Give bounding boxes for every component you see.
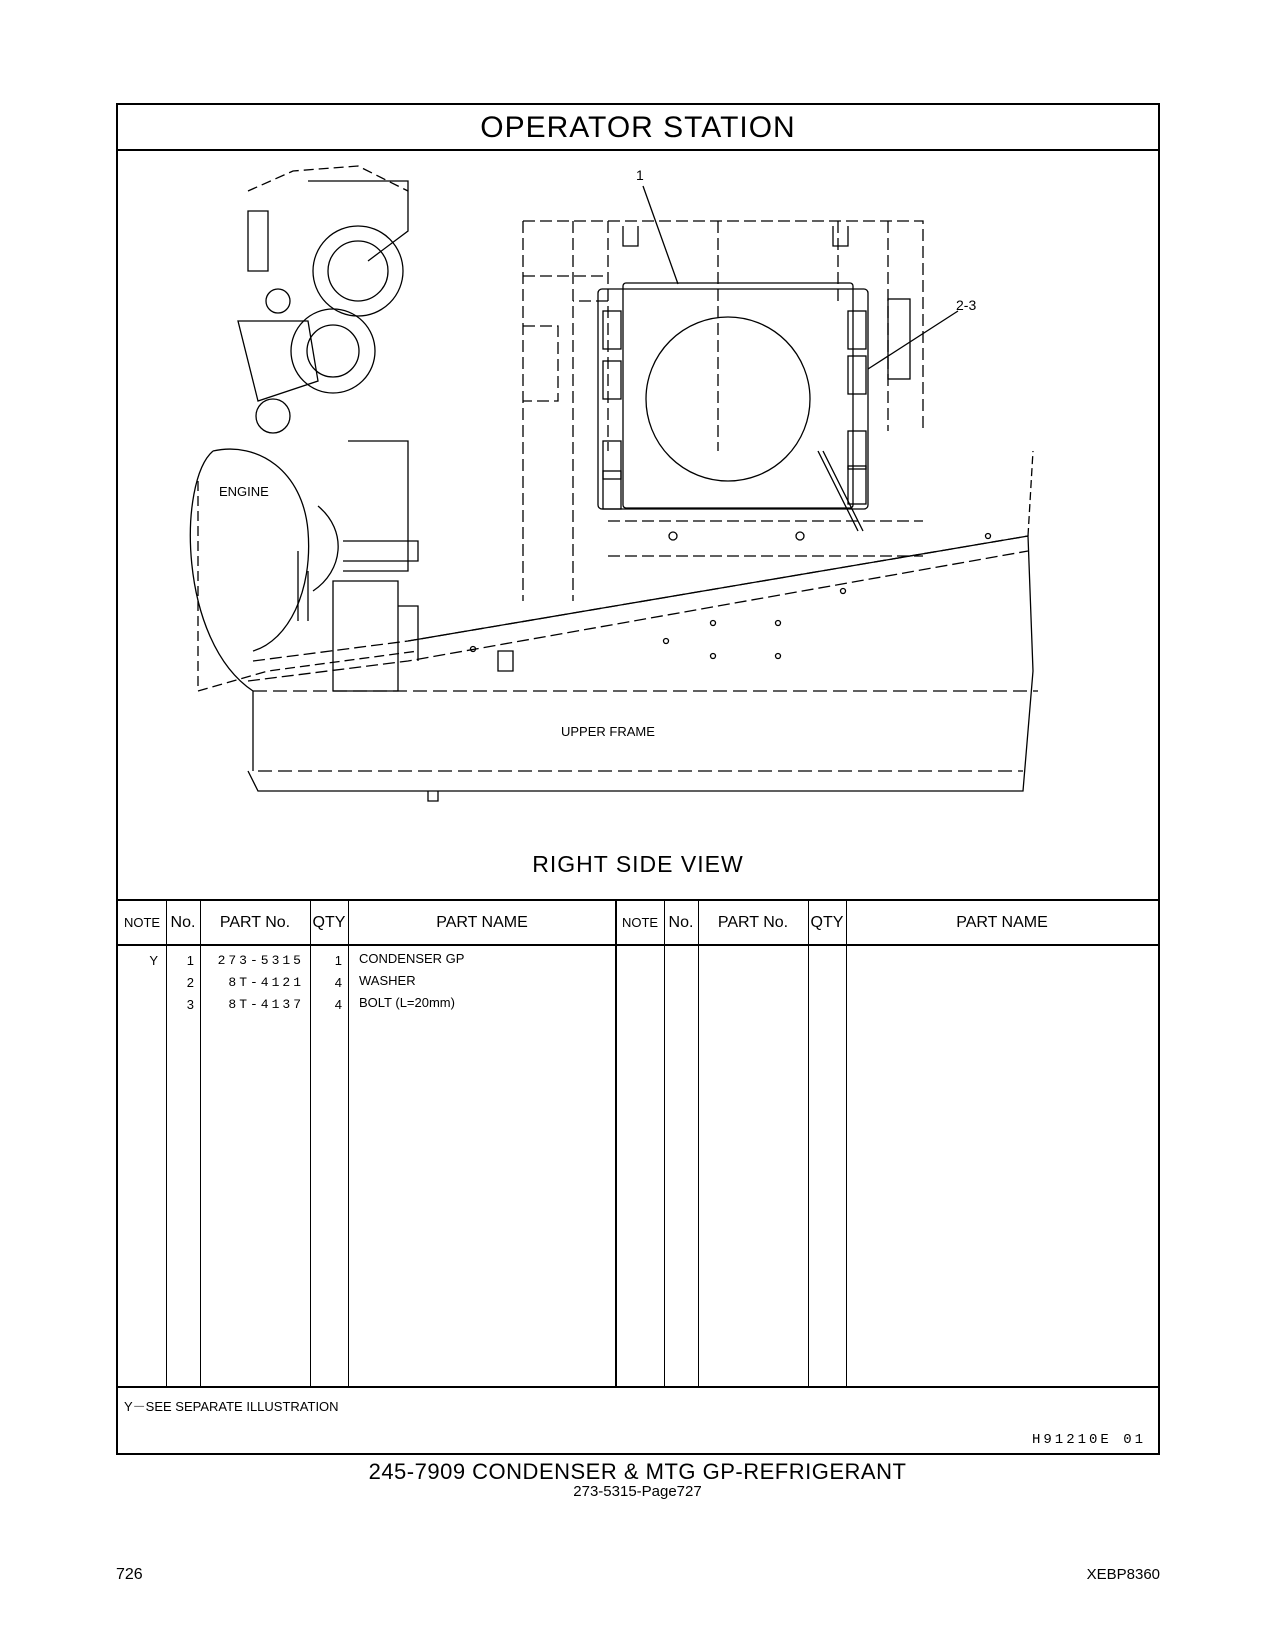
page-title: 245-7909 CONDENSER & MTG GP-REFRIGERANT <box>368 1459 907 1484</box>
header-note-left: NOTE <box>123 915 161 930</box>
column-divider <box>846 901 847 1386</box>
header-qty-left: QTY <box>312 914 346 931</box>
table-footer <box>118 1386 1158 1455</box>
section-header: OPERATOR STATION <box>118 105 1158 151</box>
column-divider <box>166 901 167 1386</box>
page-subtitle: 273-5315-Page727 <box>573 1483 702 1500</box>
parts-table <box>118 899 1158 1386</box>
row-2-part-no: 8T-4121 <box>228 975 304 990</box>
row-1-qty: 1 <box>334 953 342 968</box>
column-divider <box>310 901 311 1386</box>
row-1-part-name: CONDENSER GP <box>359 951 465 966</box>
parts-illustration <box>118 151 1158 899</box>
engine-label: ENGINE <box>219 484 269 499</box>
column-divider <box>615 901 617 1386</box>
row-3-no: 3 <box>186 997 194 1012</box>
callout-2-3: 2-3 <box>956 297 977 313</box>
header-note-right: NOTE <box>621 915 659 930</box>
header-no-right: No. <box>668 914 694 931</box>
row-2-part-name: WASHER <box>359 973 416 988</box>
row-3-part-no: 8T-4137 <box>228 997 304 1012</box>
column-divider <box>664 901 665 1386</box>
header-qty-right: QTY <box>810 914 844 931</box>
page-frame <box>116 103 1160 1455</box>
document-code: XEBP8360 <box>1086 1566 1160 1583</box>
header-part-name-right: PART NAME <box>956 914 1048 931</box>
row-1-no: 1 <box>186 953 194 968</box>
row-1-part-no: 273-5315 <box>217 953 304 968</box>
callout-2-3-leader <box>868 311 958 369</box>
separate-illustration-note: Y－SEE SEPARATE ILLUSTRATION <box>124 1399 339 1414</box>
view-title: RIGHT SIDE VIEW <box>532 851 744 877</box>
column-divider <box>348 901 349 1386</box>
engine-drawing <box>190 166 418 771</box>
table-header <box>118 901 1158 946</box>
frame-holes <box>471 532 991 659</box>
illustration-drawing <box>118 151 1158 899</box>
illustration-code: H91210E 01 <box>1031 1432 1146 1448</box>
row-3-part-name: BOLT (L=20mm) <box>359 995 455 1010</box>
upper-frame-drawing <box>248 451 1038 801</box>
cab-frame-outline <box>523 221 923 601</box>
column-divider <box>698 901 699 1386</box>
row-3-qty: 4 <box>334 997 342 1012</box>
upper-frame-label: UPPER FRAME <box>561 724 655 739</box>
header-no-left: No. <box>170 914 196 931</box>
header-part-no-right: PART No. <box>717 914 789 931</box>
row-1-note: Y <box>149 953 158 968</box>
page-number: 726 <box>116 1566 143 1583</box>
callout-1: 1 <box>636 167 644 183</box>
header-part-name-left: PART NAME <box>436 914 528 931</box>
callout-1-leader <box>643 186 678 284</box>
header-part-no-left: PART No. <box>219 914 291 931</box>
column-divider <box>200 901 201 1386</box>
row-2-qty: 4 <box>334 975 342 990</box>
row-2-no: 2 <box>186 975 194 990</box>
condenser-assembly <box>598 226 910 531</box>
column-divider <box>808 901 809 1386</box>
